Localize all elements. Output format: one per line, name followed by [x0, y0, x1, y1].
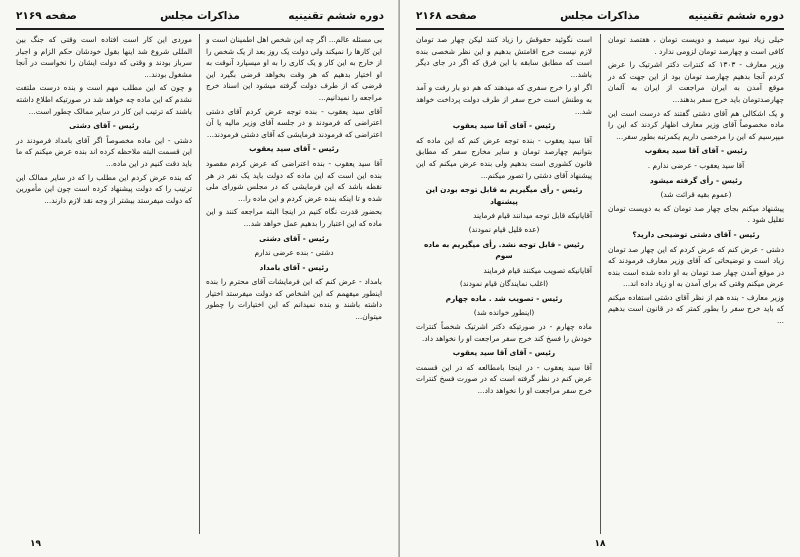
- left-page-column-divider: [199, 34, 200, 534]
- transcript-paragraph: آقایانیکه قابل توجه میدانند قیام فرمایند: [473, 211, 592, 221]
- transcript-paragraph: وزیر معارف - ۱۳۰۳ که کنترات دکتر اشرتیک را عرض کردم آنجا بدهیم چهارصد تومان بود از این جهت که در موقع آمدن به ایران مراجعت از ایران به آلمان چهارصدتومان باید خرج سفر بدهند...: [608, 60, 784, 104]
- transcript-paragraph: است نگوئید حقوقش را زیاد کنند لیکن چهار صد تومان لازم نیست خرج اقامتش بدهیم و این نظر شخصی بنده است که مطابق سابقه با این فرق که اگر در جای دیگر باشد...: [416, 35, 592, 79]
- transcript-paragraph: آقایانیکه تصویب میکنند قیام فرمایند: [483, 265, 592, 275]
- procedural-note: (عده قلیل قیام نمودند): [468, 224, 540, 234]
- speaker-heading: رئیس - رأی گرفته میشود: [649, 175, 743, 185]
- transcript-paragraph: ماده چهارم - در صورتیکه دکتر اشرتیک شخصاً کنترات خودش را فسخ کند خرج سفر مراجعت او را نخواهد داد.: [416, 322, 592, 343]
- transcript-paragraph: اگر او را خرج سفری که میدهند که هم دو بار رفت و آمد به وطنش است خرج سفر از طرف دولت پرداخت خواهد شد...: [416, 83, 592, 116]
- right-page-column-left: [416, 34, 592, 399]
- right-page-column-right: [608, 34, 784, 329]
- speaker-heading: رئیس - رأی میگیریم به قابل توجه بودن این پیشنهاد: [425, 185, 583, 206]
- right-page-column-divider: [600, 34, 601, 534]
- transcript-paragraph: و یک اشکالی هم آقای دشتی گفتند که درست است این ماده مخصوصاً آقای وزیر معارف اظهار کردند که این را میپرسیم که این را مرخصی داریم یکمرتبه بطور سفر...: [608, 108, 784, 141]
- transcript-paragraph: پیشنهاد میکنم بجای چهار صد تومان که به دویست تومان تقلیل شود .: [608, 203, 784, 225]
- procedural-note: آقا سید یعقوب - عرضی ندارم .: [647, 160, 745, 170]
- right-page-number-label: صفحه ۲۱۶۸: [416, 10, 477, 22]
- left-page-column-left: [16, 34, 192, 208]
- speaker-heading: رئیس - آقای دشتی: [259, 233, 329, 243]
- transcript-paragraph: که بنده عرض کردم این مطلب را که در سایر ممالک این ترتیب را که دولت پیشنهاد کرده است چون این مأمورین که دولت میفرستد بیشتر از وجه نقد لازم دارند...: [16, 172, 192, 205]
- speaker-heading: رئیس - آقای سید یعقوب: [249, 144, 339, 154]
- speaker-heading: رئیس - تصویب شد . ماده چهارم: [445, 293, 563, 303]
- left-page-number-label: صفحه ۲۱۶۹: [16, 10, 77, 22]
- transcript-paragraph: بامداد - عرض کنم که این فرمایشات آقای محترم را بنده اینطور میفهمم که این اشخاص که دولت میفرستد اختیار داشته باشند و بنده نمیدانم که این اختیارات را چطور میتوان...: [206, 277, 382, 322]
- left-page-session-label: دوره ششم تقنینیه: [288, 10, 384, 22]
- left-page-header: [16, 8, 384, 30]
- right-page-journal-title: مذاکرات مجلس: [560, 10, 640, 22]
- right-page-header: [416, 8, 784, 30]
- speaker-heading: رئیس - قابل توجه نشد. رأی میگیریم به ماده سوم: [423, 239, 585, 261]
- transcript-paragraph: آقا سید یعقوب - بنده توجه عرض کنم که این ماده که بتوانیم چهارصد تومان و سایر مخارج سفر که مطابق قانون کشوری است بدهیم ولی بنده عرض میکنم که این پیشنهاد آقای دشتی را تصور میکنم...: [416, 135, 592, 180]
- right-page-session-label: دوره ششم تقنینیه: [688, 10, 784, 22]
- right-page-footer-number: ۱۸: [594, 539, 606, 549]
- transcript-paragraph: آقا سید یعقوب - بنده اعتراضی که عرض کردم مقصود بنده این است که این ماده که دولت باید یک نفر در هر نقطه باشد که این فرمایشی که در مجلس شورای ملی شده و تا اینکه بنده عرض کردم و این ماده را...: [206, 158, 382, 203]
- left-page-footer-number: ۱۹: [30, 539, 41, 549]
- right-page-footer: [400, 539, 800, 549]
- speaker-heading: رئیس - آقای دشتی: [69, 121, 139, 131]
- procedural-note: (اغلب نمایندگان قیام نمودند): [459, 279, 549, 289]
- transcript-paragraph: موردی این کار است افتاده است وقتی که جنگ بین المللی شروع شد اینها بقول خودشان حکم الزام و اجبار سرباز بودند و وقتی که دولت ایشان را نخواست در آنجا مشغول بودند...: [16, 35, 192, 79]
- left-page-journal-title: مذاکرات مجلس: [160, 10, 240, 22]
- transcript-paragraph: دشتی - این ماده مخصوصاً اگر آقای بامداد فرمودند در این قسمت البته ملاحظه کرده اند بنده عرض میکنم که ما باید دقت کنیم در این ماده...: [16, 135, 192, 168]
- right-page: [400, 0, 800, 557]
- transcript-paragraph: بی مسئله عالم... اگر چه این شخص اهل اطمینان است و این کارها را نمیکند ولی دولت یک روز بعد از یک شخص را از خارج به این کار و یک کاری را به او میسپارد آنوقت به او اختیار بدهیم که هر وقت بخواهد قرضی بگیرد این قرضی که از طرف دولت گرفته میشود این اسناد خرج مراجعه را نمیدانیم...: [206, 35, 382, 102]
- transcript-paragraph: بحضور قدرت نگاه کنیم در اینجا البته مراجعه کنند و این ماده که این اعتبار را بدهیم عمل خواهد شد...: [206, 207, 382, 228]
- speaker-heading: رئیس - آقای بامداد: [259, 262, 329, 272]
- transcript-paragraph: آقای سید یعقوب - بنده توجه عرض کردم آقای دشتی اعتراضی که فرمودند و در جلسه آقای وزیر مالیه یا آن اعتراضی که فرمودند فرمایشی که آقای دشتی فرمودند...: [206, 106, 382, 139]
- transcript-paragraph: دشتی - عرض کنم که عرض کردم که این چهار صد تومان زیاد است و توضیحاتی که آقای وزیر معارف فرمودند که در موقع آمدن چهار صد تومان به او داده شده است بنده عرض میکنم وقتی که برای آمدن به او زیاد داده اند...: [608, 244, 784, 289]
- procedural-note: (اینطور خوانده شد): [473, 308, 535, 318]
- transcript-paragraph: و چون که این مطلب مهم است و بنده درست ملتفت نشدم که این ماده چه خواهد شد در صورتیکه اطلاع داشته باشند که ترتیب این کار در سایر ممالک چطور است...: [16, 83, 192, 116]
- procedural-note: دشتی - بنده عرضی ندارم: [254, 248, 334, 258]
- left-page-column-right: [206, 34, 382, 325]
- procedural-note: (عموم بقیه قرائت شد): [660, 190, 732, 200]
- transcript-paragraph: خیلی زیاد نبود سیصد و دویست تومان ، هفتصد تومان کافی است و چهارصد تومان لزومی ندارد .: [608, 35, 784, 56]
- transcript-paragraph: آقا سید یعقوب - در اینجا بامطالعه که در این قسمت عرض کنم در نظر گرفته است که در صورت فسخ کنترات خرج سفر مراجعت او را نخواهد داد...: [416, 362, 592, 396]
- speaker-heading: رئیس - آقای آقا سید یعقوب: [452, 121, 556, 131]
- speaker-heading: رئیس - آقای آقا سید یعقوب: [644, 146, 748, 156]
- speaker-heading: رئیس - آقای آقا سید یعقوب: [452, 348, 556, 358]
- speaker-heading: رئیس - آقای دشتی توضیحی دارید؟: [632, 229, 760, 239]
- transcript-paragraph: وزیر معارف - بنده هم از نظر آقای دشتی استفاده میکنم که باید خرج سفر را بطور کمتر که در قانون است بدهیم ...: [608, 292, 784, 326]
